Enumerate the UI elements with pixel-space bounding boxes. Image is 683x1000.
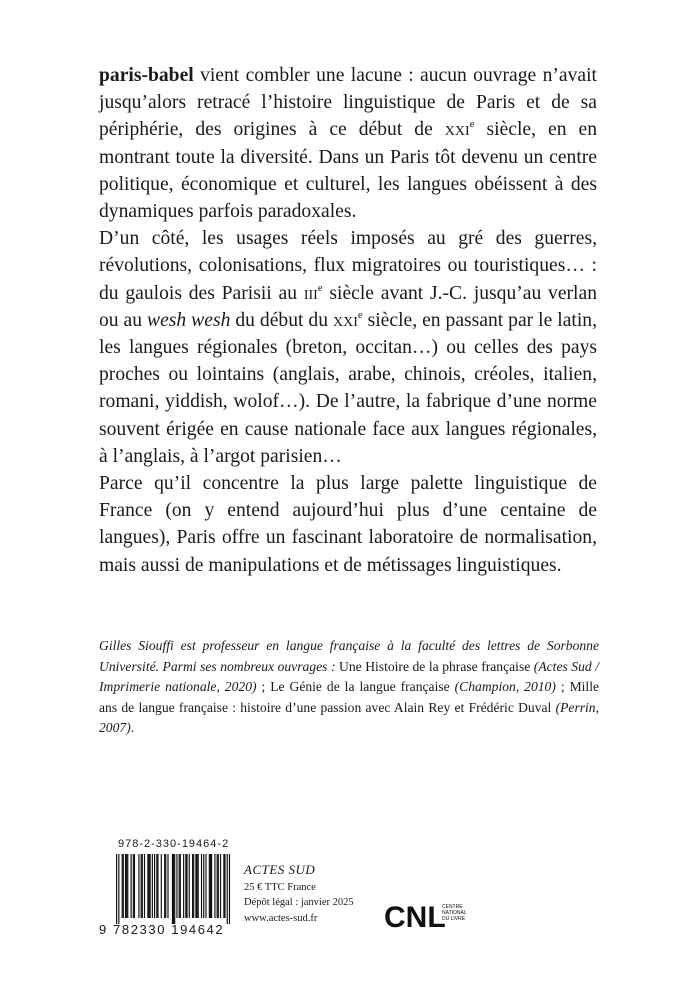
barcode-bar	[183, 854, 184, 918]
barcode-bar	[201, 854, 202, 918]
barcode-bar	[229, 854, 230, 924]
barcode-bar	[198, 854, 199, 918]
italic-term: wesh wesh	[147, 309, 231, 331]
barcode-bar	[220, 854, 221, 918]
bio-publisher: (Perrin, 2007)	[99, 699, 599, 736]
barcode-bar	[217, 854, 218, 918]
barcode-bar	[133, 854, 134, 918]
bio-publisher: (Champion, 2010)	[454, 679, 556, 695]
bio-text: ; Mille ans de langue française : histoire d’une passion avec Alain Rey et Frédéric Duval	[99, 679, 600, 715]
barcode-bar	[180, 854, 181, 918]
publisher-name: ACTES SUD	[244, 862, 316, 877]
barcode-bar	[154, 854, 155, 918]
barcode-bar	[189, 854, 190, 918]
barcode-bar	[167, 854, 168, 918]
barcode-bar	[174, 854, 175, 924]
isbn-number: 978-2-330-19464-2	[118, 838, 230, 850]
blurb-text: D’un côté, les usages réels imposés au gré des guerres, révolutions, colonisations, flux migratoires ou touristiques… : du gaulois des Parisii au	[99, 228, 597, 304]
barcode-bar	[123, 854, 124, 918]
barcode-bar	[173, 854, 174, 924]
barcode-bar	[210, 854, 211, 918]
author-bio	[99, 636, 599, 739]
barcode-bar	[142, 854, 143, 918]
barcode-bar	[193, 854, 194, 918]
bio-text: .	[130, 720, 135, 736]
barcode-bar	[150, 854, 151, 918]
barcode-bar	[223, 854, 224, 918]
barcode-bar	[118, 854, 119, 924]
blurb-paragraph-1	[99, 62, 597, 225]
barcode-bar	[224, 854, 225, 918]
barcode-bar	[152, 854, 153, 918]
barcode-bar	[195, 854, 196, 918]
barcode-bar	[209, 854, 210, 918]
bio-publisher: (Actes Sud / Imprimerie nationale, 2020)	[99, 658, 599, 695]
barcode-bar	[211, 854, 212, 918]
legal-deposit: Dépôt légal : janvier 2025	[244, 897, 354, 908]
publisher-info	[244, 862, 354, 926]
barcode-bar	[192, 854, 193, 918]
barcode-bar	[186, 854, 187, 918]
price: 25 € TTC France	[244, 881, 316, 893]
bio-text: ; Le Génie de la langue française	[256, 679, 455, 695]
barcode-bar	[144, 854, 145, 918]
website: www.actes-sud.fr	[244, 912, 318, 924]
barcode-bar	[203, 854, 204, 918]
barcode-bar	[205, 854, 206, 918]
blurb-text: siècle, en en montrant toute la diversité. Dans un Paris tôt devenu un centre politique, économique et culturel, les langues obéissent à des dynamiques parfois paradoxales.	[99, 119, 598, 223]
barcode-bar	[161, 854, 162, 918]
barcode-bar	[141, 854, 142, 918]
barcode-bar	[157, 854, 158, 918]
book-title: paris-babel	[99, 65, 194, 86]
barcode-bar	[227, 854, 228, 924]
century-superscript: e	[357, 308, 363, 321]
bio-intro: Gilles Siouffi est professeur en langue française à la faculté des lettres de Sorbonne Université. Parmi ses nombreux ouvrages :	[99, 638, 599, 674]
barcode-bar	[134, 854, 135, 918]
cnl-caption-1: CENTRE	[442, 904, 463, 910]
barcode-bar	[164, 854, 165, 918]
barcode-bar	[165, 854, 166, 918]
century-numeral: iii	[303, 282, 318, 304]
blurb-text: vient combler une lacune : aucun ouvrage n’avait jusqu’alors retracé l’histoire linguistique de Paris et de sa périphérie, des origines à ce début de	[99, 65, 597, 141]
barcode-bar	[176, 854, 177, 918]
barcode-bar	[218, 854, 219, 918]
barcode-bar	[138, 854, 139, 918]
barcode-bar	[147, 854, 148, 918]
century-superscript: e	[317, 281, 323, 294]
barcode-bar	[131, 854, 132, 918]
barcode-bar	[179, 854, 180, 918]
barcode-bar	[148, 854, 149, 918]
barcode-bar	[116, 854, 117, 924]
barcode-bar	[122, 854, 123, 918]
bio-text: Une Histoire de la phrase française	[335, 658, 534, 674]
century-superscript: e	[469, 118, 475, 131]
blurb-paragraph-2	[99, 225, 597, 470]
barcode-bar	[125, 854, 126, 918]
blurb-text: du début du	[230, 309, 333, 331]
barcode-bar	[196, 854, 197, 918]
cnl-logo	[384, 898, 467, 934]
century-numeral: xxi	[444, 119, 470, 141]
barcode-digits: 9 782330 194642	[99, 922, 225, 937]
barcode-bar	[185, 854, 186, 918]
barcode-bar	[126, 854, 127, 918]
barcode-bar	[156, 854, 157, 918]
blurb-text: siècle, en passant par le latin, les langues régionales (breton, occitan…) ou celles des pays proches ou lointains (anglais, arabe, chinois, créoles, italien, romani, yiddish, wolof…). De l’autre, la fabrique d’une norme souvent érigée en cause nationale face aux langues régionales, à l’anglais, à l’argot parisien…	[99, 309, 597, 467]
cnl-caption-2: NATIONAL	[442, 910, 467, 916]
century-numeral: xxi	[332, 309, 358, 331]
blurb-text: siècle avant J.-C. jusqu’au verlan ou au	[99, 282, 597, 331]
barcode-bar	[172, 854, 173, 924]
barcode-image	[116, 854, 230, 924]
back-cover-blurb	[99, 62, 597, 579]
cnl-letters: CNL	[384, 901, 446, 934]
barcode-bar	[127, 854, 128, 918]
barcode-bar	[214, 854, 215, 918]
cnl-caption-3: DU LIVRE	[442, 916, 466, 922]
blurb-paragraph-3: Parce qu’il concentre la plus large palette linguistique de France (on y entend aujourd’hui plus d’une centaine de langues), Paris offre un fascinant laboratoire de normalisation, mais aussi de manipulations et de métissages linguistiques.	[99, 473, 597, 576]
